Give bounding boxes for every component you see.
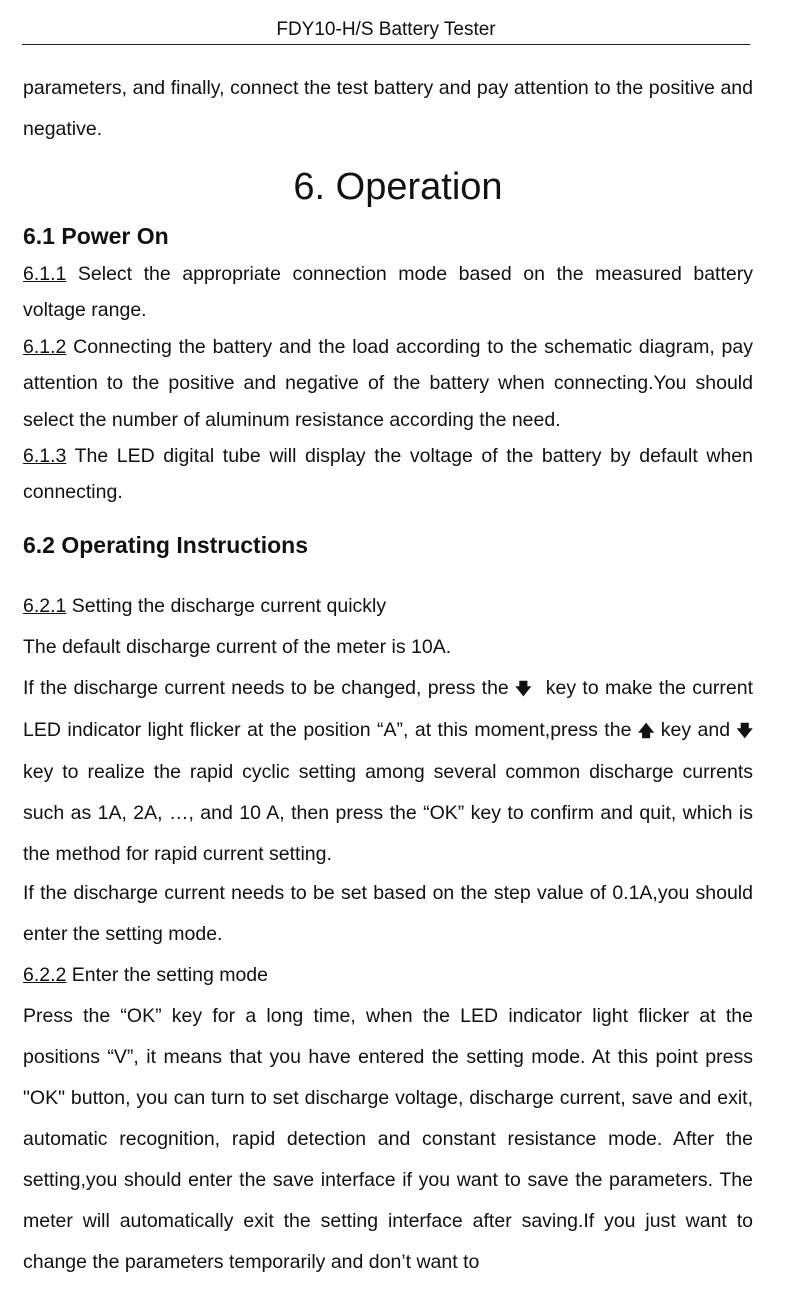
item-number: 6.2.2 bbox=[23, 964, 67, 986]
item-title: Enter the setting mode bbox=[66, 964, 268, 986]
header-title: FDY10-H/S Battery Tester bbox=[276, 19, 496, 40]
rapid-setting-paragraph bbox=[23, 668, 753, 875]
intro-paragraph: parameters, and finally, connect the test battery and pay attention to the positive and negative. bbox=[23, 77, 753, 140]
default-current-line: The default discharge current of the meter is 10A. bbox=[23, 636, 452, 658]
item-number: 6.1.1 bbox=[23, 263, 67, 285]
item-text: Connecting the battery and the load according to the schematic diagram, pay attention to the positive and negative of the battery when connecting.You should select the number of aluminum resistance according the need. bbox=[23, 336, 753, 431]
setting-mode-paragraph: Press the “OK” key for a long time, when the LED indicator light flicker at the positions “V”, it means that you have entered the setting mode. At this point press "OK" button, you can turn to set discharge voltage, discharge current, save and exit, automatic recognition, rapid detection and constant resistance mode. After the setting,you should enter the save interface if you want to save the parameters. The meter will automatically exit the setting interface after saving.If you just want to change the parameters temporarily and don’t want to bbox=[23, 1005, 753, 1273]
paragraph-text: key to make the current LED indicator light flicker at the position “A”, at this moment,press the bbox=[23, 677, 753, 741]
up-arrow-icon: 🡅 bbox=[637, 723, 655, 740]
item-number: 6.1.3 bbox=[23, 445, 67, 467]
section-title: 6. Operation bbox=[293, 166, 503, 208]
subsection-title-operating-instructions: 6.2 Operating Instructions bbox=[23, 532, 308, 558]
paragraph-text: key to realize the rapid cyclic setting among several common discharge currents such as 1A, 2A, …, and 10 A, then press the “OK” key to confirm and quit, which is the method for rapid current setting. bbox=[23, 761, 753, 865]
down-arrow-icon: 🡇 bbox=[736, 723, 753, 740]
item-6-1-2 bbox=[23, 329, 753, 438]
item-number: 6.2.1 bbox=[23, 595, 67, 617]
step-value-paragraph: If the discharge current needs to be set based on the step value of 0.1A,you should enter the setting mode. bbox=[23, 882, 753, 945]
item-title: Setting the discharge current quickly bbox=[66, 595, 387, 617]
down-arrow-icon: 🡇 bbox=[515, 681, 532, 698]
paragraph-text: key and bbox=[660, 719, 731, 741]
item-6-2-1-heading bbox=[23, 586, 753, 627]
item-6-1-3 bbox=[23, 438, 753, 511]
item-6-2-2-heading bbox=[23, 955, 753, 996]
subsection-title-power-on: 6.1 Power On bbox=[23, 223, 169, 249]
item-number: 6.1.2 bbox=[23, 336, 67, 358]
paragraph-text: If the discharge current needs to be changed, press the bbox=[23, 677, 516, 699]
page-header bbox=[22, 18, 750, 45]
item-6-1-1 bbox=[23, 256, 753, 329]
item-text: Select the appropriate connection mode based on the measured battery voltage range. bbox=[23, 263, 753, 322]
item-text: The LED digital tube will display the voltage of the battery by default when connecting. bbox=[23, 445, 753, 504]
